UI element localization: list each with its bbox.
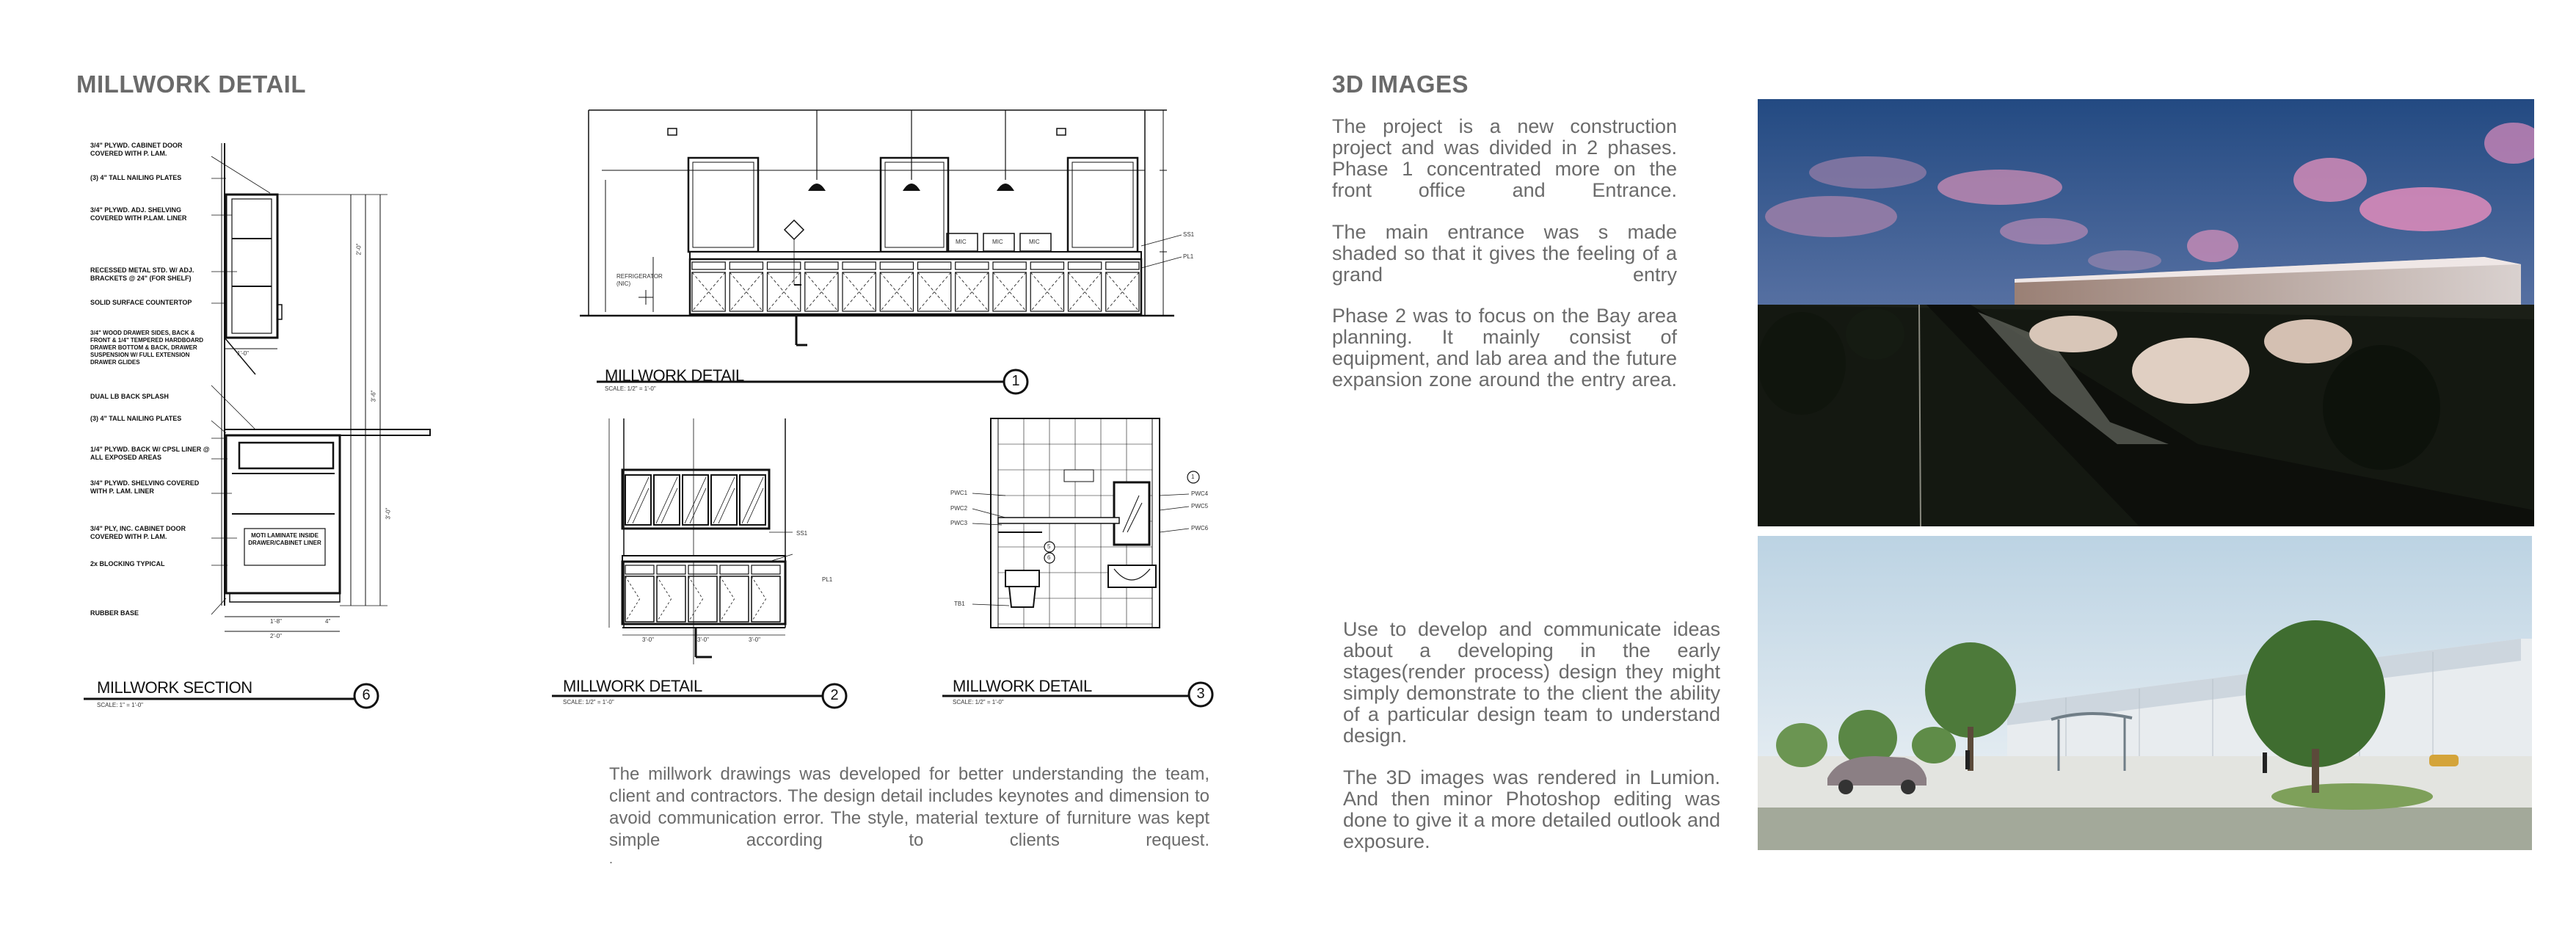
section6-title: MILLWORK SECTION	[97, 678, 252, 697]
section-note-1: 3/4" PLYWD. CABINET DOOR COVERED WITH P. LAM.	[90, 142, 183, 157]
detail1-dim-lines	[580, 103, 1211, 352]
glass-hatch	[633, 488, 649, 523]
detail2-cabinet-doors	[572, 415, 866, 664]
base-drawer	[720, 565, 749, 574]
door-swing-line	[625, 576, 640, 622]
detail1-ss1-label: SS1	[1183, 231, 1195, 238]
section-note-6: 3/4" WOOD DRAWER SIDES, BACK & FRONT & 1/4" TEMPERED HARDBOARD DRAWER BOTTOM & BACK, DRAWER SUSPENSION W/ FULL EXTENSION DRAWER GLIDES	[90, 330, 204, 366]
base-drawer	[657, 565, 685, 574]
millwork-detail-2-drawing	[572, 415, 866, 664]
dim-vert-2: 3'-6"	[370, 390, 377, 402]
millwork-description-tail: .	[609, 852, 614, 866]
glass-hatch	[742, 477, 763, 523]
tb1-label: TB1	[954, 601, 965, 607]
section-note-5: SOLID SURFACE COUNTERTOP	[90, 299, 192, 306]
detail3-scale: SCALE: 1/2" = 1'-0"	[953, 699, 1004, 705]
mic-label-1: MIC	[956, 239, 967, 245]
detail2-scale: SCALE: 1/2" = 1'-0"	[563, 699, 614, 705]
millwork-detail-1-drawing	[580, 103, 1211, 352]
dim-base-3: 4"	[325, 618, 331, 625]
day-scene	[1758, 536, 2532, 850]
section-note-4: RECESSED METAL STD. W/ ADJ. BRACKETS @ 24" (FOR SHELF)	[90, 266, 194, 282]
detail2-dim-1: 3'-0"	[642, 636, 654, 643]
section-note-11: 3/4" PLY, INC. CABINET DOOR COVERED WITH P. LAM.	[90, 525, 186, 540]
detail1-title: MILLWORK DETAIL	[605, 366, 744, 385]
render-paragraph-1: Use to develop and communicate ideas about a developing in the early stages(render process) design they might simply demonstrate to the client the ability of a particular design team to understand design.	[1343, 618, 1720, 747]
project-paragraph-3: Phase 2 was to focus on the Bay area planning. It mainly consist of equipment, and lab area and the future expansion zone around the entry area.	[1332, 305, 1677, 391]
section6-scale: SCALE: 1" = 1'-0"	[97, 702, 144, 708]
render-image-day	[1758, 536, 2532, 850]
mic-label-3: MIC	[1029, 239, 1040, 245]
pwc2-label: PWC2	[950, 505, 968, 512]
3d-images-heading: 3D IMAGES	[1332, 70, 1469, 98]
section-note-2: (3) 4" TALL NAILING PLATES	[90, 174, 182, 181]
glass-hatch	[627, 477, 649, 523]
cabinet-liner-label: MOTI LAMINATE INSIDE DRAWER/CABINET LINER	[248, 532, 321, 546]
pwc1-label: PWC1	[950, 490, 968, 496]
millwork-description: The millwork drawings was developed for better understanding the team, client and contractors. The design detail includes keynotes and dimension to avoid communication error. The style, material texture of furniture was kept simple according to clients request.	[609, 764, 1209, 850]
dusk-scene	[1758, 99, 2534, 526]
glass-hatch	[656, 477, 677, 523]
door-swing-line	[720, 576, 735, 622]
detail1-number: 1	[1011, 373, 1020, 389]
mic-label-2: MIC	[992, 239, 1003, 245]
dim-base-2: 2'-0"	[270, 633, 282, 639]
millwork-detail-3-drawing	[947, 415, 1240, 635]
millwork-section-drawing	[87, 136, 410, 650]
pwc4-label: PWC4	[1191, 490, 1209, 497]
section6-number: 6	[362, 687, 371, 703]
door-swing-line	[657, 576, 672, 622]
render-paragraph-2: The 3D images was rendered in Lumion. And then minor Photoshop editing was done to give it a more detailed outlook and exposure.	[1343, 766, 1720, 852]
glass-hatch	[685, 477, 706, 523]
door-swing-line	[752, 576, 766, 622]
millwork-heading: MILLWORK DETAIL	[76, 70, 307, 98]
pwc3-label: PWC3	[950, 520, 968, 526]
detail2-title: MILLWORK DETAIL	[563, 677, 702, 695]
detail3-title-block	[942, 674, 1221, 711]
dim-vert-1: 2'-0"	[355, 243, 363, 255]
section-note-8: (3) 4" TALL NAILING PLATES	[90, 415, 182, 422]
render-image-dusk	[1758, 99, 2534, 526]
tag-5-label: 5	[1047, 543, 1051, 550]
refrigerator-label: REFRIGERATOR (NIC)	[616, 273, 663, 287]
glass-hatch	[690, 488, 706, 523]
detail2-dim-2: 3'-0"	[697, 636, 709, 643]
tag-6-label: 6	[1047, 554, 1051, 561]
glass-hatch	[661, 488, 677, 523]
detail3-number: 3	[1196, 686, 1205, 702]
door-swing-line	[688, 576, 703, 622]
detail2-number: 2	[830, 687, 839, 703]
project-paragraph-1: The project is a new construction project and was divided in 2 phases. Phase 1 concentrated more on the front office and Entrance.	[1332, 115, 1677, 201]
pwc6-label: PWC6	[1191, 525, 1209, 532]
detail3-title: MILLWORK DETAIL	[953, 677, 1092, 695]
detail2-ss1-label: SS1	[796, 530, 808, 537]
section-note-10: 3/4" PLYWD. SHELVING COVERED WITH P. LAM. LINER	[90, 479, 200, 495]
section-note-9: 1/4" PLYWD. BACK W/ CPSL LINER @ ALL EXPOSED AREAS	[90, 446, 210, 461]
dim-upper: 1'-0"	[237, 350, 249, 357]
base-drawer	[625, 565, 654, 574]
base-drawer	[688, 565, 717, 574]
glass-hatch	[713, 477, 735, 523]
detail1-title-line	[593, 363, 1041, 400]
section-note-13: RUBBER BASE	[90, 609, 139, 617]
detail2-dim-3: 3'-0"	[749, 636, 760, 643]
section6-title-block	[84, 675, 385, 712]
detail1-scale: SCALE: 1/2" = 1'-0"	[605, 385, 656, 392]
detail2-pl1-label: PL1	[822, 576, 833, 583]
detail2-title-block	[552, 674, 860, 711]
dim-vert-3: 3'-0"	[385, 507, 392, 520]
tag-1-label: 1	[1191, 474, 1195, 480]
section-note-7: DUAL LB BACK SPLASH	[90, 393, 169, 400]
base-drawer	[752, 565, 780, 574]
dim-base-1: 1'-8"	[270, 618, 282, 625]
detail1-title-block	[593, 363, 1041, 400]
detail1-pl1-label: PL1	[1183, 253, 1194, 260]
glass-hatch	[747, 488, 763, 523]
section-note-12: 2x BLOCKING TYPICAL	[90, 560, 165, 567]
glass-hatch	[718, 488, 735, 523]
project-paragraph-2: The main entrance was s made shaded so that it gives the feeling of a grand entry	[1332, 221, 1677, 286]
pwc5-label: PWC5	[1191, 503, 1209, 509]
section-note-3: 3/4" PLYWD. ADJ. SHELVING COVERED WITH P.LAM. LINER	[90, 206, 187, 222]
